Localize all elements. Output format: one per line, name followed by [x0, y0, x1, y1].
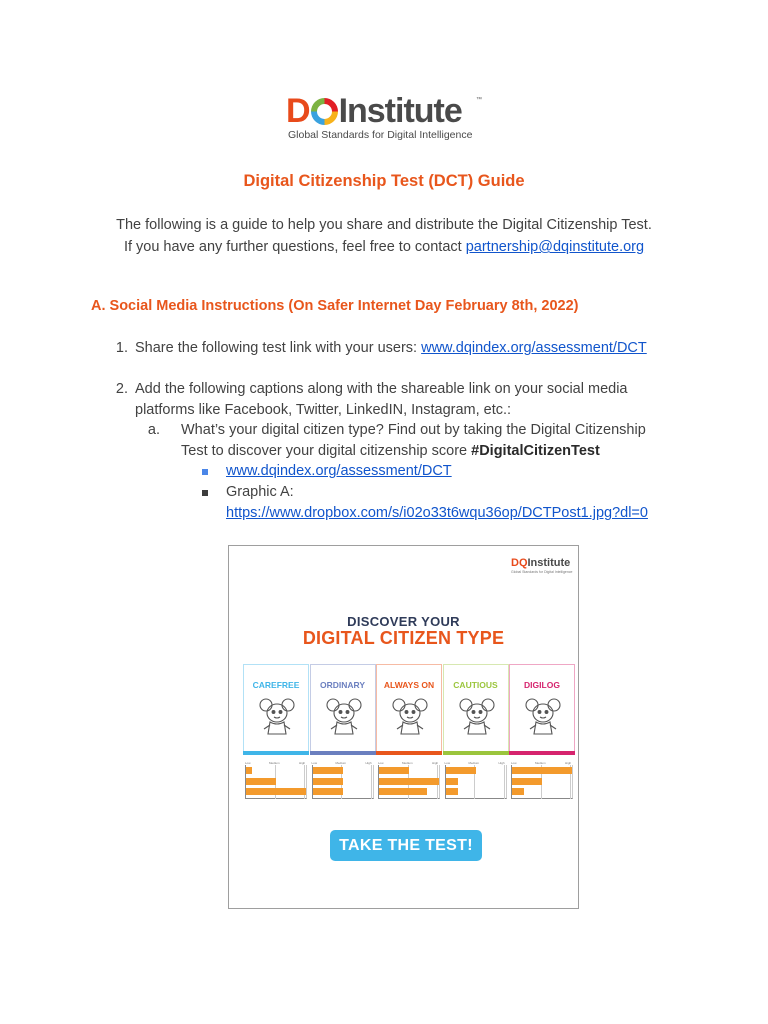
graphic-a-dropbox-link[interactable]: https://www.dropbox.com/s/i02o33t6wqu36op/DCTPost1.jpg?dl=0	[226, 505, 648, 521]
bullet-square-icon	[202, 490, 208, 496]
citizen-type-name: ALWAYS ON	[383, 680, 435, 690]
list-number-1: 1.	[115, 340, 128, 356]
type-color-band	[509, 751, 575, 755]
type-score-bars	[243, 756, 309, 800]
intro-line-2	[0, 236, 768, 258]
citizen-type-name: CAREFREE	[252, 680, 300, 690]
graphic-heading-1: DISCOVER YOUR	[347, 614, 460, 629]
score-bar	[446, 767, 476, 774]
assessment-link[interactable]: www.dqindex.org/assessment/DCT	[421, 340, 647, 356]
take-the-test-button: TAKE THE TEST!	[330, 830, 482, 861]
grid-tick	[371, 765, 372, 799]
list-number-2: 2.	[115, 381, 128, 397]
type-color-band	[243, 751, 309, 755]
axis-label: High	[365, 761, 372, 765]
logo-q-ring-icon	[311, 98, 338, 125]
citizen-types-grid	[243, 664, 577, 801]
logo-trademark: ™	[476, 97, 482, 103]
bullet-square-icon	[202, 469, 208, 475]
mascot-illustration-icon	[324, 695, 364, 739]
type-score-bars	[509, 756, 575, 800]
graphic-logo-text: Institute	[527, 557, 571, 569]
sub-item-a-line-2	[181, 441, 600, 462]
sub-item-a-line-2-text: Test to discover your digital citizenship score	[181, 443, 472, 459]
contact-email-link[interactable]: partnership@dqinstitute.org	[465, 239, 645, 255]
intro-line-2-text: If you have any further questions, feel free to contact	[123, 239, 466, 255]
type-score-bars	[443, 756, 509, 800]
document-title: Digital Citizenship Test (DCT) Guide	[243, 172, 525, 190]
score-bar	[379, 788, 427, 795]
score-bar	[446, 788, 458, 795]
graphic-logo-tagline: Global Standards for Digital Intelligence	[511, 570, 573, 574]
axis-label: Medium	[402, 761, 413, 765]
list-item-1-content	[135, 338, 647, 359]
citizen-type-card	[243, 664, 309, 752]
sub-item-a-label: a.	[147, 422, 160, 438]
axis-label: High	[299, 761, 306, 765]
graphic-a-image	[228, 545, 579, 909]
axis-label: Medium	[468, 761, 480, 765]
score-bar	[512, 778, 542, 785]
score-bar	[246, 778, 276, 785]
graphic-logo	[511, 557, 572, 574]
mascot-illustration-icon	[457, 695, 497, 739]
sub-item-a-line-1: What’s your digital citizen type? Find out by taking the Digital Citizenship	[181, 422, 646, 438]
score-bar	[379, 767, 409, 774]
mascot-illustration-icon	[257, 695, 297, 739]
score-bar	[313, 788, 343, 795]
axis-label: Low	[311, 761, 318, 765]
score-bar	[379, 778, 439, 785]
list-item-2-line-2: platforms like Facebook, Twitter, LinkedIN, Instagram, etc.:	[135, 402, 512, 418]
logo-letter-d: D	[286, 92, 310, 130]
score-bar	[446, 778, 458, 785]
graphic-a-label: Graphic A:	[226, 484, 294, 500]
citizen-type-card	[310, 664, 376, 752]
bullet-assessment-link[interactable]: www.dqindex.org/assessment/DCT	[226, 463, 452, 479]
graphic-heading-2: DIGITAL CITIZEN TYPE	[302, 628, 505, 648]
intro-paragraph	[0, 214, 768, 258]
citizen-type-name: CAUTIOUS	[453, 680, 498, 690]
type-color-band	[376, 751, 442, 755]
axis-label: Low	[245, 761, 251, 765]
citizen-type-name: ORDINARY	[319, 680, 366, 690]
logo-text: Institute	[338, 92, 462, 130]
citizen-type-card	[376, 664, 442, 752]
score-bar	[512, 767, 572, 774]
score-bar	[512, 788, 524, 795]
axis-label: Medium	[269, 761, 280, 765]
type-color-band	[443, 751, 509, 755]
score-bar	[313, 767, 343, 774]
citizen-type-card	[443, 664, 509, 752]
axis-label: Low	[444, 761, 451, 765]
axis-label: High	[565, 761, 572, 765]
mascot-illustration-icon	[523, 695, 563, 739]
axis-label: Medium	[335, 761, 347, 765]
list-item-2-line-1: Add the following captions along with the shareable link on your social media	[135, 381, 628, 397]
axis-label: High	[498, 761, 505, 765]
hashtag: #DigitalCitizenTest	[471, 443, 600, 459]
list-item-1-text: Share the following test link with your users:	[135, 340, 422, 356]
grid-tick	[504, 765, 505, 799]
intro-line-1: The following is a guide to help you share and distribute the Digital Citizenship Test.	[116, 217, 652, 233]
axis-label: High	[432, 761, 439, 765]
score-bar	[313, 778, 343, 785]
type-score-bars	[310, 756, 376, 800]
dq-institute-logo	[286, 93, 486, 143]
graphic-logo-dq: DQ	[511, 557, 528, 569]
logo-tagline: Global Standards for Digital Intelligence	[288, 129, 473, 141]
citizen-type-name: DIGILOG	[524, 680, 560, 690]
axis-label: Medium	[535, 761, 546, 765]
citizen-type-card	[509, 664, 575, 752]
score-bar	[246, 767, 252, 774]
score-bar	[246, 788, 306, 795]
logo-wordmark	[286, 93, 462, 129]
type-color-band	[310, 751, 376, 755]
axis-label: Low	[378, 761, 384, 765]
axis-label: Low	[511, 761, 517, 765]
type-score-bars	[376, 756, 442, 800]
section-a-heading: A. Social Media Instructions (On Safer Internet Day February 8th, 2022)	[91, 298, 579, 314]
mascot-illustration-icon	[390, 695, 430, 739]
